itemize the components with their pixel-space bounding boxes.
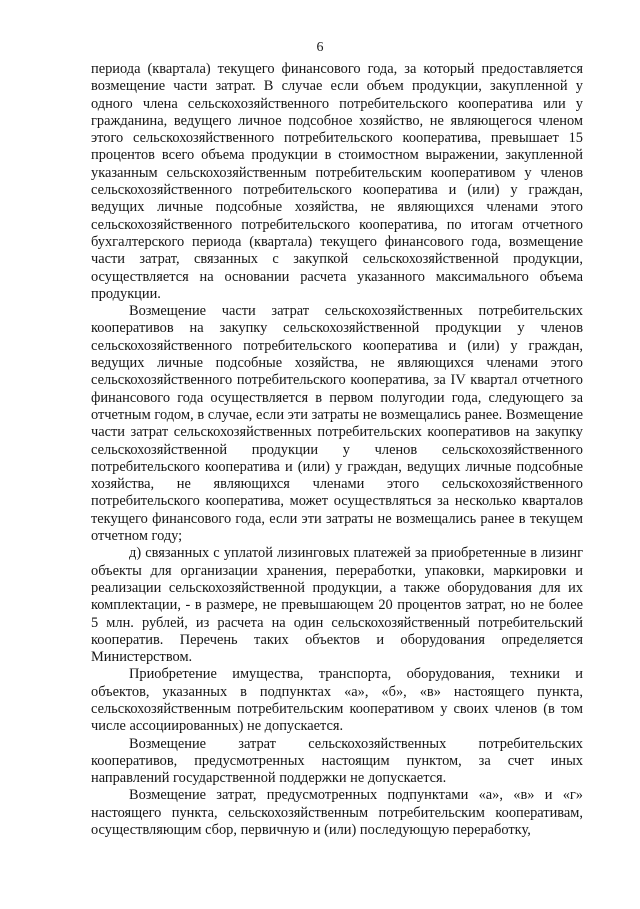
paragraph-acquisition-restriction: Приобретение имущества, транспорта, оборудования, техники и объектов, указанных в подпунктах «а», «б», «в» настоящего пункта, сельскохозяйственным потребительским кооперативом у своих членов (в том числе ассоциированных) не допускается. [91,666,583,735]
paragraph-reimbursement-a-v-g: Возмещение затрат, предусмотренных подпунктами «а», «в» и «г» настоящего пункта, сельскохозяйственным потребительским кооперативам, осуществляющим сбор, первичную и (или) последующую переработку, [91,787,583,839]
document-body [91,61,583,839]
paragraph-continuation: периода (квартала) текущего финансового года, за который предоставляется возмещение части затрат. В случае если объем продукции, закупленной у одного члена сельскохозяйственного потребительского кооператива или у гражданина, ведущего личное подсобное хозяйство, не являющегося членом этого сельскохозяйственного потребительского кооператива, превышает 15 процентов всего объема продукции в стоимостном выражении, закупленной указанным сельскохозяйственным потребительским кооперативом у членов сельскохозяйственного потребительского кооператива и (или) у граждан, ведущих личные подсобные хозяйства, не являющихся членами этого сельскохозяйственного потребительского кооператива, по итогам отчетного бухгалтерского периода (квартала) текущего финансового года, возмещение части затрат, связанных с закупкой сельскохозяйственной продукции, осуществляется на основании расчета указанного максимального объема продукции. [91,61,583,302]
paragraph-subitem-d-leasing: д) связанных с уплатой лизинговых платежей за приобретенные в лизинг объекты для организации хранения, переработки, упаковки, маркировки и реализации сельскохозяйственной продукции, а также оборудования для их комплектации, - в размере, не превышающем 20 процентов затрат, но не более 5 млн. рублей, из расчета на один сельскохозяйственный потребительский кооператив. Перечень таких объектов и оборудования определяется Министерством. [91,545,583,666]
paragraph-q4-reimbursement: Возмещение части затрат сельскохозяйственных потребительских кооперативов на закупку сельскохозяйственной продукции у членов сельскохозяйственного потребительского кооператива и (или) у граждан, ведущих личные подсобные хозяйства, не являющихся членами этого сельскохозяйственного потребительского кооператива, за IV квартал отчетного финансового года осуществляется в первом полугодии года, следующего за отчетным годом, в случае, если эти затраты не возмещались ранее. Возмещение части затрат сельскохозяйственных потребительских кооперативов на закупку сельскохозяйственной продукции у членов сельскохозяйственного потребительского кооператива и (или) у граждан, ведущих личные подсобные хозяйства, не являющихся членами этого сельскохозяйственного потребительского кооператива, может осуществляться за несколько кварталов текущего финансового года, если эти затраты не возмещались ранее в текущем отчетном году; [91,303,583,545]
page-number: 6 [316,40,324,55]
paragraph-no-double-support: Возмещение затрат сельскохозяйственных потребительских кооперативов, предусмотренных настоящим пунктом, за счет иных направлений государственной поддержки не допускается. [91,735,583,787]
